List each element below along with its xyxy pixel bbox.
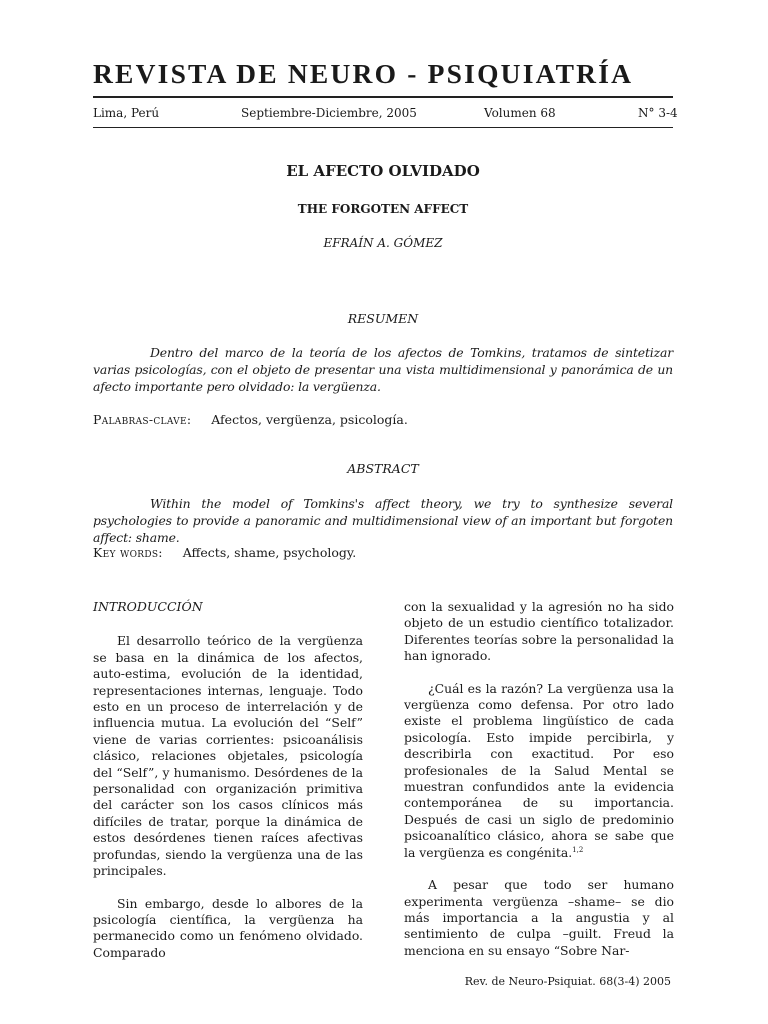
right-paragraph-2 — [404, 681, 674, 861]
reference-superscript: 1,2 — [572, 845, 584, 854]
article-title-english: THE FORGOTEN AFFECT — [297, 202, 469, 216]
meta-volume: Volumen 68 — [484, 106, 556, 120]
footer-citation: Rev. de Neuro-Psiquiat. 68(3-4) 2005 — [464, 975, 671, 988]
abstract-text: Within the model of Tomkins's affect theory, we try to synthesize several psychologies to provide a panoramic and multidimensional view of an important but forgoten affect: shame. — [93, 496, 673, 545]
resumen-heading: RESUMEN — [347, 311, 419, 326]
meta-place: Lima, Perú — [93, 106, 160, 120]
abstract-keywords — [93, 545, 356, 560]
keywords-value-english: Affects, shame, psychology. — [182, 545, 357, 560]
meta-date: Septiembre-Diciembre, 2005 — [241, 106, 417, 120]
resumen-keywords — [93, 412, 408, 427]
keywords-label-english: Key words: — [93, 545, 163, 560]
right-column — [404, 599, 674, 959]
article-author: EFRAÍN A. GÓMEZ — [323, 236, 443, 250]
left-column — [93, 599, 363, 961]
header-rule-top — [93, 96, 673, 98]
right-paragraph-3: A pesar que todo ser humano experimenta vergüenza –shame– se dio más importancia a la angustia y al sentimiento de culpa –guilt. Freud la menciona en su ensayo “Sobre Nar- — [404, 877, 674, 958]
meta-number: N° 3-4 — [638, 106, 678, 120]
right-paragraph-2-text: ¿Cuál es la razón? La vergüenza usa la vergüenza como defensa. Por otro lado existe el problema lingüístico de cada psicología. Esto impide percibirla, y describirla con exactitud. Por eso profesionales de la Salud Mental se muestran confundidos ante la evidencia contemporánea de su importancia. Después de casi un siglo de predominio psicoanalítico clásico, ahora se sabe que la vergüenza es congénita. — [404, 680, 674, 860]
left-paragraph-2: Sin embargo, desde lo albores de la psicología científica, la vergüenza ha permanecido como un fenómeno olvidado. Comparado — [93, 895, 363, 960]
article-title: EL AFECTO OLVIDADO — [286, 162, 480, 180]
abstract-heading: ABSTRACT — [347, 461, 419, 476]
journal-title: REVISTA DE NEURO - PSIQUIATRÍA — [93, 58, 634, 89]
introduction-heading: INTRODUCCIÓN — [93, 599, 203, 614]
right-paragraph-1: con la sexualidad y la agresión no ha sido objeto de un estudio científico totalizador. Diferentes teorías sobre la personalidad la han ignorado. — [404, 599, 674, 664]
keywords-label: Palabras-clave: — [93, 412, 192, 427]
resumen-text: Dentro del marco de la teoría de los afectos de Tomkins, tratamos de sintetizar varias psicologías, con el objeto de presentar una vista multidimensional y panorámica de un afecto importante pero olvidado: la vergüenza. — [93, 345, 673, 394]
header-rule-bottom — [93, 127, 673, 128]
keywords-value: Afectos, vergüenza, psicología. — [211, 412, 408, 427]
left-paragraph-1: El desarrollo teórico de la vergüenza se basa en la dinámica de los afectos, auto-estima, evolución de la identidad, representaciones internas, lenguaje. Todo esto en un proceso de interrelación y de influencia mutua. La evolución del “Self” viene de varias corrientes: psicoanálisis clásico, relaciones objetales, psicología del “Self”, y humanismo. Desórdenes de la personalidad con organización primitiva del carácter son los casos clínicos más difíciles de tratar, porque la dinámica de estos desórdenes tienen raíces afectivas profundas, siendo la vergüenza una de las principales. — [93, 633, 363, 879]
